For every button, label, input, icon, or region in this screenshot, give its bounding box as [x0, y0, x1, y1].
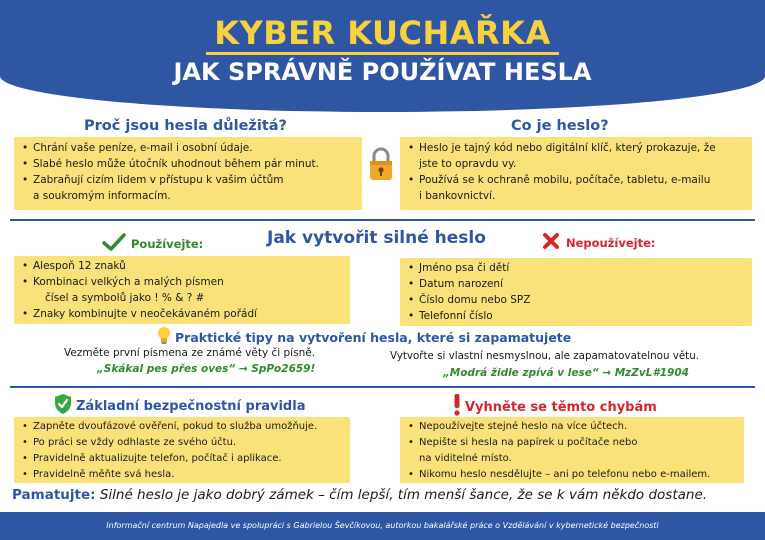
dont-item: • Telefonní číslo — [406, 308, 746, 324]
create-title: Jak vytvořit silné heslo — [267, 228, 486, 248]
what-item: • Používá se k ochraně mobilu, počítače, tabletu, e-mailu — [406, 172, 746, 188]
why-item: • Chrání vaše peníze, e-mail i osobní údaje. — [20, 140, 356, 156]
remember-text: Silné heslo je jako dobrý zámek – čím lepší, tím menší šance, že se k vám někdo dostane. — [99, 487, 708, 503]
header-banner — [0, 0, 765, 112]
use-box — [14, 256, 350, 324]
why-title: Proč jsou hesla důležitá? — [84, 118, 287, 134]
cross-icon — [542, 232, 560, 250]
mistakes-item-continued: na viditelné místo. — [419, 453, 512, 464]
divider — [10, 386, 755, 388]
why-item: • Slabé heslo může útočník uhodnout během pár minut. — [20, 156, 356, 172]
remember-note — [12, 487, 757, 503]
dont-item: • Datum narození — [406, 276, 746, 292]
tips-left-example: „Skákal pes přes oves“ → SpPo2659! — [97, 363, 316, 375]
what-item-continued: i bankovnictví. — [419, 190, 496, 202]
dont-label: Nepoužívejte: — [566, 236, 656, 250]
rules-item: • Zapněte dvoufázové ověření, pokud to služba umožňuje. — [20, 419, 344, 435]
why-box — [14, 137, 362, 210]
mistakes-item: • Nepoužívejte stejné heslo na více účtech. — [406, 419, 738, 435]
divider — [10, 219, 755, 221]
what-item-continued: jste to opravdu vy. — [419, 158, 517, 170]
checkmark-icon — [102, 232, 126, 252]
dont-box — [400, 258, 752, 326]
tips-right-text: Vytvořte si vlastní nesmyslnou, ale zapamatovatelnou větu. — [390, 350, 700, 362]
why-item-continued: a soukromým informacím. — [33, 190, 171, 202]
what-item: • Heslo je tajný kód nebo digitální klíč, který prokazuje, že — [406, 140, 746, 156]
mistakes-box — [400, 417, 744, 483]
use-item: • Alespoň 12 znaků — [20, 258, 344, 274]
what-box — [400, 137, 752, 210]
what-title: Co je heslo? — [511, 118, 609, 134]
use-label: Používejte: — [131, 237, 204, 251]
mistakes-title: Vyhněte se těmto chybám — [465, 400, 657, 415]
use-item-continued: čísel a symbolů jako ! % & ? # — [45, 292, 205, 304]
lightbulb-icon — [157, 326, 171, 346]
tips-title: Praktické tipy na vytvoření hesla, které si zapamatujete — [175, 330, 572, 345]
page-subtitle: JAK SPRÁVNĚ POUŽÍVAT HESLA — [173, 58, 592, 86]
tips-right-example: „Modrá židle zpívá v lese“ → MzZvL#1904 — [443, 367, 689, 379]
rules-title: Základní bezpečnostní pravidla — [76, 399, 306, 414]
rules-item: • Po práci se vždy odhlaste ze svého účtu. — [20, 435, 344, 451]
tips-left-text: Vezměte první písmena ze známé věty či písně. — [64, 347, 316, 359]
mistakes-item: • Nepište si hesla na papírek u počítače nebo — [406, 435, 738, 451]
exclamation-icon — [452, 394, 462, 416]
rules-item: • Pravidelně aktualizujte telefon, počítač i aplikace. — [20, 451, 344, 467]
use-item: • Kombinaci velkých a malých písmen — [20, 274, 344, 290]
use-item: • Znaky kombinujte v neočekávaném pořádí — [20, 306, 344, 322]
padlock-icon — [368, 146, 394, 182]
why-item: • Zabraňují cizím lidem v přístupu k vašim účtům — [20, 172, 356, 188]
mistakes-item: • Nikomu heslo nesdělujte – ani po telefonu nebo e-mailem. — [406, 467, 738, 483]
rules-item: • Pravidelně měňte svá hesla. — [20, 467, 344, 483]
rules-box — [14, 417, 350, 483]
shield-check-icon — [53, 393, 73, 415]
dont-item: • Číslo domu nebo SPZ — [406, 292, 746, 308]
dont-item: • Jméno psa či dětí — [406, 260, 746, 276]
footer-credits: Informační centrum Napajedla ve spolupráci s Gabrielou Ševčíkovou, autorkou bakalářské práce o Vzdělávání v kybernetické bezpečnosti — [0, 512, 765, 540]
page-title: KYBER KUCHAŘKA — [206, 14, 558, 55]
remember-label: Pamatujte: — [12, 487, 96, 503]
